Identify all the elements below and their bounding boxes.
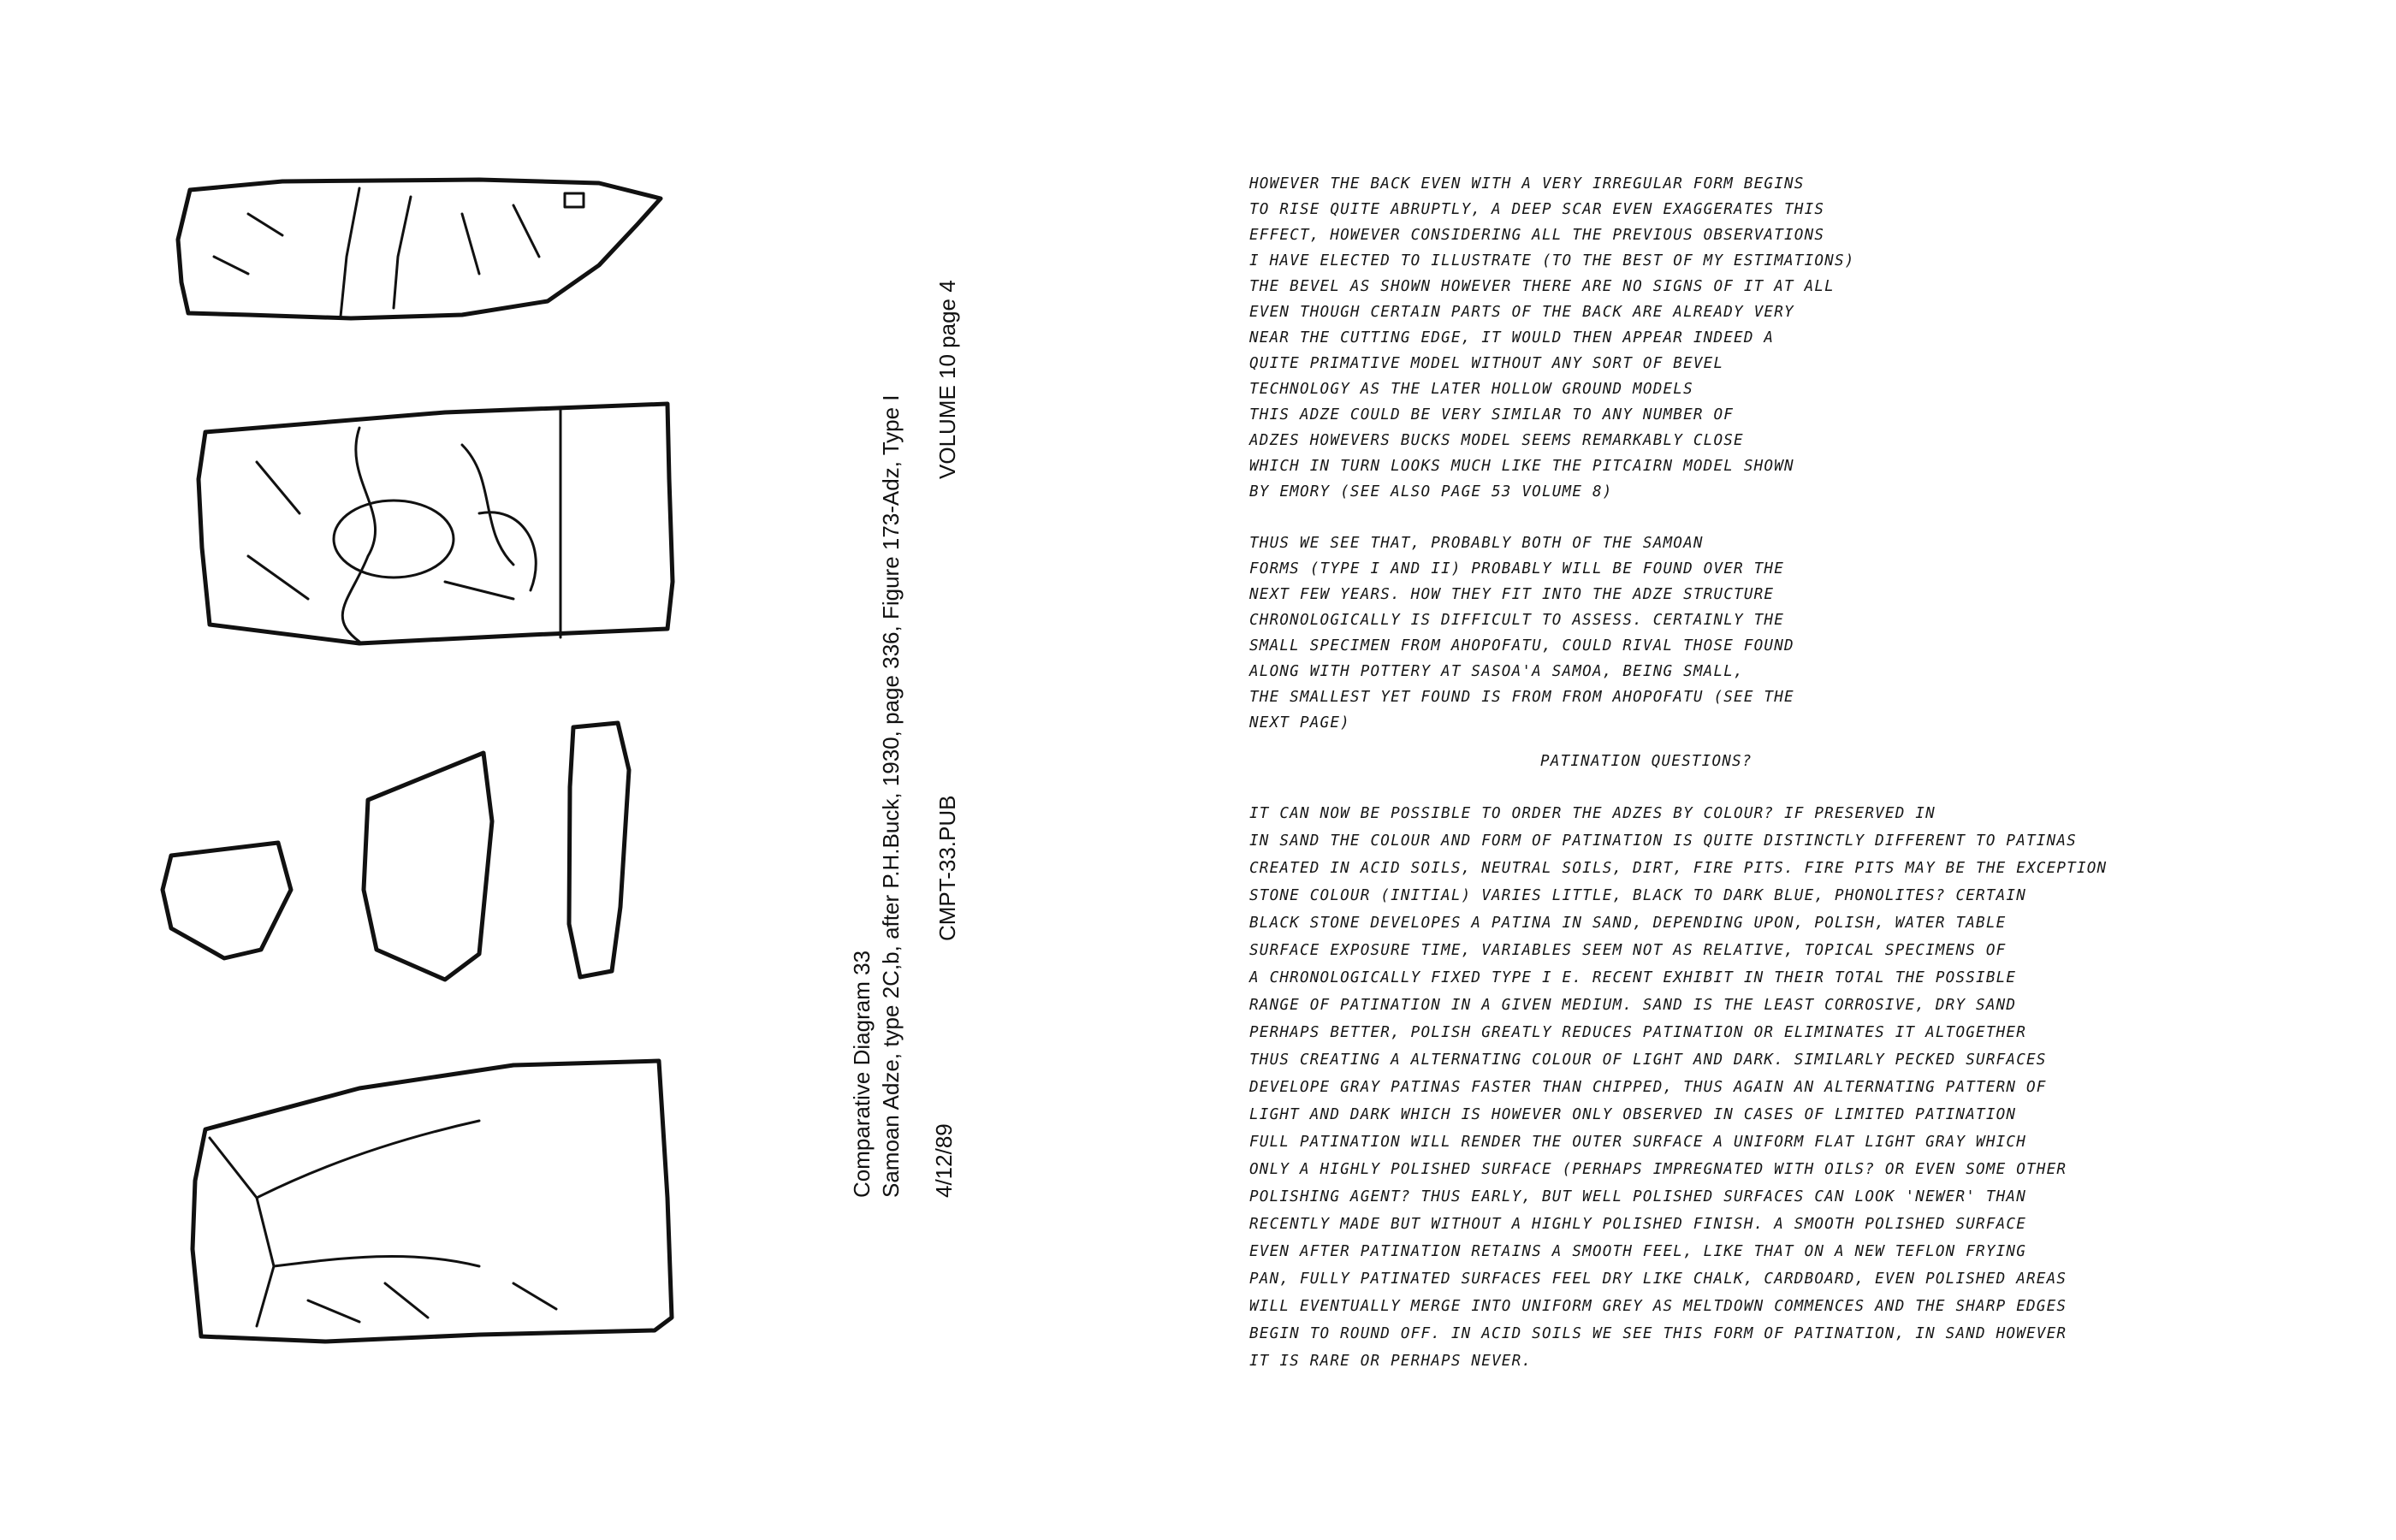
- notes-line: I HAVE ELECTED TO ILLUSTRATE (TO THE BEST OF MY ESTIMATIONS): [1249, 252, 1855, 270]
- caption-title: Comparative Diagram 33: [849, 950, 875, 1198]
- notes-heading: PATINATION QUESTIONS?: [1540, 753, 1753, 770]
- notes-line: ALONG WITH POTTERY AT SASOA'A SAMOA, BEING SMALL,: [1249, 663, 1744, 680]
- notes-line: CREATED IN ACID SOILS, NEUTRAL SOILS, DIRT, FIRE PITS. FIRE PITS MAY BE THE EXCEPTION: [1249, 860, 2108, 877]
- notes-line: EVEN AFTER PATINATION RETAINS A SMOOTH FEEL, LIKE THAT ON A NEW TEFLON FRYING: [1249, 1243, 2027, 1260]
- notes-line: BY EMORY (SEE ALSO PAGE 53 VOLUME 8): [1249, 483, 1613, 500]
- notes-line: A CHRONOLOGICALLY FIXED TYPE I E. RECENT EXHIBIT IN THEIR TOTAL THE POSSIBLE: [1249, 969, 2017, 986]
- adze-back-view: [193, 1061, 672, 1342]
- notes-line: FULL PATINATION WILL RENDER THE OUTER SURFACE A UNIFORM FLAT LIGHT GRAY WHICH: [1249, 1134, 2027, 1151]
- notes-line: IT IS RARE OR PERHAPS NEVER.: [1249, 1353, 1533, 1370]
- notes-line: WILL EVENTUALLY MERGE INTO UNIFORM GREY AS MELTDOWN COMMENCES AND THE SHARP EDGES: [1249, 1298, 2067, 1315]
- notes-line: THE BEVEL AS SHOWN HOWEVER THERE ARE NO SIGNS OF IT AT ALL: [1249, 278, 1835, 295]
- notes-line: CHRONOLOGICALLY IS DIFFICULT TO ASSESS. CERTAINLY THE: [1249, 612, 1784, 629]
- notes-paragraph-3: [1249, 800, 2319, 1375]
- notes-line: TO RISE QUITE ABRUPTLY, A DEEP SCAR EVEN EXAGGERATES THIS: [1249, 201, 1825, 218]
- notes-line: ONLY A HIGHLY POLISHED SURFACE (PERHAPS IMPREGNATED WITH OILS? OR EVEN SOME OTHER: [1249, 1161, 2067, 1178]
- notes-line: EVEN THOUGH CERTAIN PARTS OF THE BACK ARE ALREADY VERY: [1249, 304, 1794, 321]
- notes-line: DEVELOPE GRAY PATINAS FASTER THAN CHIPPED, THUS AGAIN AN ALTERNATING PATTERN OF: [1249, 1079, 2047, 1096]
- handwritten-notes: [1249, 171, 2319, 1369]
- notes-line: THE SMALLEST YET FOUND IS FROM FROM AHOPOFATU (SEE THE: [1249, 689, 1794, 706]
- caption-file: CMPT-33.PUB: [934, 795, 960, 941]
- notes-line: TECHNOLOGY AS THE LATER HOLLOW GROUND MODELS: [1249, 381, 1693, 398]
- adze-cross-section-3: [569, 723, 629, 977]
- notes-line: THUS WE SEE THAT, PROBABLY BOTH OF THE SAMOAN: [1249, 535, 1704, 552]
- caption-subtitle: Samoan Adze, type 2C,b, after P.H.Buck, 1930, page 336, Figure 173-Adz, Type I: [878, 394, 904, 1198]
- caption-column-3: [933, 280, 962, 479]
- adze-side-view: [178, 180, 661, 318]
- notes-line: NEAR THE CUTTING EDGE, IT WOULD THEN APPEAR INDEED A: [1249, 329, 1775, 346]
- notes-line: ADZES HOWEVERS BUCKS MODEL SEEMS REMARKABLY CLOSE: [1249, 432, 1744, 449]
- notes-line: THUS CREATING A ALTERNATING COLOUR OF LIGHT AND DARK. SIMILARLY PECKED SURFACES: [1249, 1051, 2047, 1069]
- notes-line: QUITE PRIMATIVE MODEL WITHOUT ANY SORT OF BEVEL: [1249, 355, 1724, 372]
- notes-line: SMALL SPECIMEN FROM AHOPOFATU, COULD RIVAL THOSE FOUND: [1249, 637, 1794, 654]
- adze-front-view: [199, 404, 673, 643]
- notes-line: RANGE OF PATINATION IN A GIVEN MEDIUM. SAND IS THE LEAST CORROSIVE, DRY SAND: [1249, 997, 2017, 1014]
- notes-line: SURFACE EXPOSURE TIME, VARIABLES SEEM NOT AS RELATIVE, TOPICAL SPECIMENS OF: [1249, 942, 2007, 959]
- notes-line: STONE COLOUR (INITIAL) VARIES LITTLE, BLACK TO DARK BLUE, PHONOLITES? CERTAIN: [1249, 887, 2027, 904]
- notes-line: NEXT FEW YEARS. HOW THEY FIT INTO THE ADZE STRUCTURE: [1249, 586, 1775, 603]
- notes-line: WHICH IN TURN LOOKS MUCH LIKE THE PITCAIRN MODEL SHOWN: [1249, 458, 1794, 475]
- notes-line: RECENTLY MADE BUT WITHOUT A HIGHLY POLISHED FINISH. A SMOOTH POLISHED SURFACE: [1249, 1216, 2027, 1233]
- notes-line: PERHAPS BETTER, POLISH GREATLY REDUCES PATINATION OR ELIMINATES IT ALTOGETHER: [1249, 1024, 2027, 1041]
- notes-line: HOWEVER THE BACK EVEN WITH A VERY IRREGULAR FORM BEGINS: [1249, 175, 1805, 192]
- adze-cross-section-2: [364, 753, 492, 980]
- notes-line: BEGIN TO ROUND OFF. IN ACID SOILS WE SEE THIS FORM OF PATINATION, IN SAND HOWEVER: [1249, 1325, 2067, 1342]
- notes-paragraph-1: [1249, 171, 2319, 505]
- notes-line: LIGHT AND DARK WHICH IS HOWEVER ONLY OBSERVED IN CASES OF LIMITED PATINATION: [1249, 1106, 2017, 1123]
- caption-column-2: [933, 796, 962, 942]
- notes-line: IN SAND THE COLOUR AND FORM OF PATINATION IS QUITE DISTINCTLY DIFFERENT TO PATINAS: [1249, 832, 2077, 850]
- notes-paragraph-2: [1249, 530, 2319, 736]
- notes-line: PAN, FULLY PATINATED SURFACES FEEL DRY LIKE CHALK, CARDBOARD, EVEN POLISHED AREAS: [1249, 1270, 2067, 1288]
- caption-date: 4/12/89: [931, 1123, 957, 1198]
- notes-line: IT CAN NOW BE POSSIBLE TO ORDER THE ADZES BY COLOUR? IF PRESERVED IN: [1249, 805, 1936, 822]
- notes-line: EFFECT, HOWEVER CONSIDERING ALL THE PREVIOUS OBSERVATIONS: [1249, 227, 1825, 244]
- caption-volume: VOLUME 10 page 4: [934, 280, 960, 479]
- notes-line: NEXT PAGE): [1249, 714, 1350, 732]
- adze-cross-section-1: [163, 843, 291, 958]
- notes-line: FORMS (TYPE I AND II) PROBABLY WILL BE FOUND OVER THE: [1249, 560, 1784, 578]
- notes-line: BLACK STONE DEVELOPES A PATINA IN SAND, DEPENDING UPON, POLISH, WATER TABLE: [1249, 915, 2007, 932]
- notes-line: THIS ADZE COULD BE VERY SIMILAR TO ANY NUMBER OF: [1249, 406, 1735, 424]
- notes-line: POLISHING AGENT? THUS EARLY, BUT WELL POLISHED SURFACES CAN LOOK 'NEWER' THAN: [1249, 1188, 2027, 1205]
